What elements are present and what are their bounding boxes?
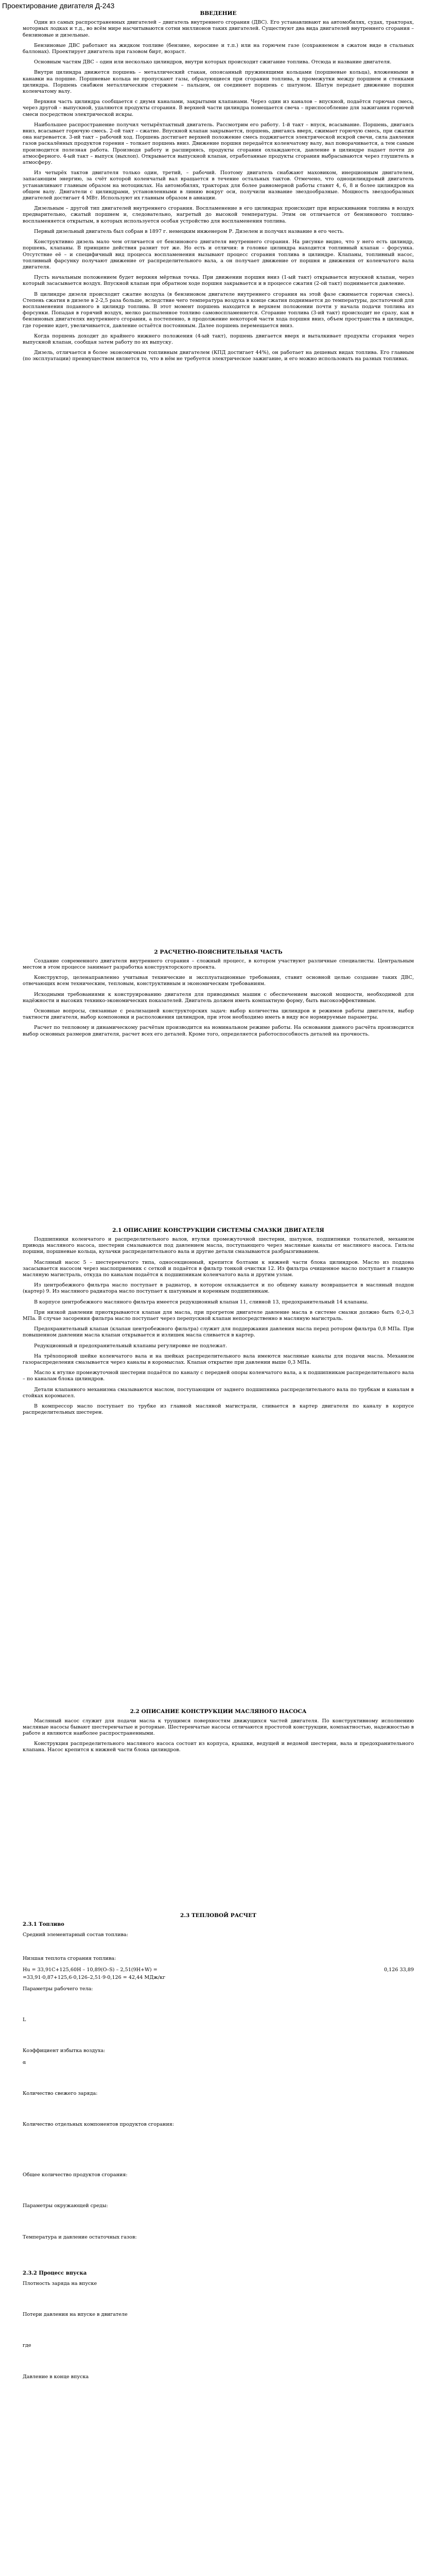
section21-paragraph: Предохранительный клапан (клапан центробежного фильтра) служит для поддержания давления масла перед ротором фильтра 0,8 МПа. При повышенном давлении масла клапан открывается и излишек масла сливается в картер. [23, 1326, 414, 1338]
intro-paragraph: Верхняя часть цилиндра сообщается с двумя каналами, закрытыми клапанами. Через один из каналов – впускной, подаётся горючая смесь, через другой – выпускной, удаляются продукты сгорания. В верхней части цилиндра помещается свеча – приспособление для зажигания горючей смеси посредством электрической искры. [23, 99, 414, 117]
intro-paragraph: Наибольшее распространение получил четырёхтактный двигатель. Рассмотрим его работу. 1-й такт – впуск, всасывание. Поршень, двигаясь вниз, всасывает горючую смесь. 2-ой такт – сжатие. Впускной клапан закрывается, поршень, двигаясь вверх, сжимает горючую смесь, при сжатии она нагревается. 3-ий такт – рабочий ход. Поршень достигает верхней положение смесь поджигается электрической искрой свечи, сила давления газов раскалённых продуктов горения – толкает поршень вниз. Движение поршня передаётся коленчатому валу, вал поворачивается, а тем самым производится полезная работа. Производя работу и расширяясь, продукты сгорания охлаждаются, давление в цилиндре падает почти до атмосферного. 4-ый такт – выпуск (выхлоп). Открывается выпускной клапан, отработанные продукты сгорания выбрасываются через глушитель в атмосферу. [23, 122, 414, 166]
section2-paragraph: Конструктор, целенаправленно учитывая технические и эксплуатационные требования, ставит основной целью создание таких ДВС, отвечающих всем техническим, тепловым, конструктивным и экономическим требованиям. [23, 975, 414, 987]
total-products-label: Общее количество продуктов сгорания: [23, 2172, 128, 2178]
section22-heading: 2.2 ОПИСАНИЕ КОНСТРУКЦИИ МАСЛЯНОГО НАСОСА [130, 1708, 307, 1715]
intro-paragraph: Внутри цилиндра движется поршень – металлический стакан, опоясанный пружинящими кольцами (поршневые кольца), вложенными в канавки на поршне. Поршневые кольца не пропускают газы, образующиеся при сгорании топлива, в промежутки между поршнем и стенками цилиндра. Поршень снабжен металлическим стержнем – пальцем, он соединяет поршень с шатуном. Шатун передает движение поршня коленчатому валу. [23, 70, 414, 95]
environment-label: Параметры окружающей среды: [23, 2203, 108, 2209]
pressure-loss-label: Потери давления на впуске в двигателе [23, 2312, 128, 2318]
intake-subheading: 2.3.2 Процесс впуска [23, 2270, 87, 2276]
lower-heat-label: Низшая теплота сгорания топлива: [23, 1956, 116, 1962]
intro-paragraph: Конструктивно дизель мало чем отличается от бензинового двигателя внутреннего сгорания. На рисунке видно, что у него есть цилиндр, поршень, клапаны. В принципе действия разнит тот же. Но есть и отличия: в головке цилиндра находится топливный клапан – форсунка. Отсутствие её – и специфичный вид процесса воспламенения вызывают процесс сгорания топлива в цилиндре. Клапаны, топливный насос, топливный фарсунку получают движение от распределительного вала, а он получает движение от поршня и движения от коленчатого вала двигателя. [23, 239, 414, 270]
formula-text: Hu = 33,91С+125,60Н – 10,89(O–S) – 2,51(9Н+W) = [23, 1967, 158, 1973]
intro-heading: ВВЕДЕНИЕ [200, 10, 237, 16]
section2-paragraph: Исходными требованиями к конструированию двигателя для приводимых машин с обеспечением высокой мощности, необходимой для надёжности и высоких технико-экономических показателей. Двигатель должен иметь компактную форму, быть высокоэффективным. [23, 991, 414, 1004]
section21-heading: 2.1 ОПИСАНИЕ КОНСТРУКЦИИ СИСТЕМЫ СМАЗКИ ДВИГАТЕЛЯ [112, 1227, 324, 1233]
section22-paragraph: Конструкция распределительного масляного насоса состоит из корпуса, крышки, ведущей и ведомой шестерни, вала и предохранительного клапана. Насос крепится к нижней части блока цилиндров. [23, 1741, 414, 1753]
air-excess-symbol: α [23, 2059, 26, 2065]
section21-paragraph: На трёхопорной шейке коленчатого вала и на шейках распределительного вала имеются масляные каналы для подачи масла. Механизм газораспределения смазывается через каналы в коромыслах. Клапан открытие при давлении выше 0,3 МПа. [23, 1353, 414, 1366]
section2-paragraph: Основные вопросы, связанные с реализацией конструкторских задач: выбор количества цилиндров и режимов работы двигателя, выбор тактности двигателя, выбор компоновки и расположения цилиндров, при этом необходимо иметь в виду все нормируемые параметры. [23, 1008, 414, 1021]
intro-paragraph: В цилиндре дизеля происходит сжатие воздуха (в бензиновом двигателе внутреннего сгорания на этой фазе сжимается горючая смесь). Степень сжатия в дизеле в 2-2,5 раза больше, вследствие чего температура воздуха в конце сжатия поднимается до температуры, достаточной для воспламенения поданного в цилиндр топлива. В этот момент поршень находится в верхнем положении почти у начала подачи топлива из форсунки. Попадая в горячий воздух, мелко распыленное топливо самовоспламеняется. Сгорание топлива (3-ий такт) происходит не сразу, как в бензиновых двигателях внутреннего сгорания, а постепенно, в продолжение некоторой части хода поршня вниз, объем пространства в цилиндре, где горение идет, увеличивается, давление остаётся постоянным. Далее поршень перемещается вниз. [23, 291, 414, 329]
intro-section [23, 20, 414, 362]
section21 [23, 1236, 414, 1416]
intro-paragraph: Первый дизельный двигатель был собран в 1897 г. немецким инженером Р. Дизелем и получил название в его честь. [34, 228, 344, 234]
section2-paragraph: Создание современного двигателя внутреннего сгорания – сложный процесс, в котором участвуют различные специалисты. Центральным местом в этом процессе занимает разработка конструкторского проекта. [23, 958, 414, 970]
section22 [23, 1718, 414, 1754]
fuel-subheading: 2.3.1 Топливо [23, 1921, 64, 1927]
fresh-charge-label: Количество свежего заряда: [23, 2090, 98, 2096]
section21-paragraph: Масло к втулке промежуточной шестерни подаётся по каналу с передней опоры коленчатого вала, а к подшипникам распределительного вала – по каналам блока цилиндров. [23, 1370, 414, 1382]
air-excess-label: Коэффициент избытка воздуха: [23, 2048, 106, 2054]
page-title: Проектирование двигателя Д-243 [2, 2, 115, 10]
charge-density-label: Плотность заряда на впуске [23, 2280, 97, 2286]
params-symbol: L [23, 2017, 26, 2023]
residual-gas-label: Температура и давление остаточных газов: [23, 2234, 137, 2240]
section21-paragraph: Масляный насос 5 – шестеренчатого типа, односекционный, крепится болтами к нижней части блока цилиндров. Масло из поддона засасывается насосом через маслоприемник с сеткой и подаётся в фильтр тонкой очистки 12. Из фильтра очищенное масло поступает в главную масляную магистраль, откуда по каналам подаётся к подшипникам коленчатого вала и другим узлам. [23, 1259, 414, 1278]
products-label: Количество отдельных компонентов продуктов сгорания: [23, 2121, 175, 2127]
section21-paragraph: При низкой давлении приоткрываются клапан для масла, при прогретом двигателе давление масла в системе смазки должно быть 0,2-0,3 МПа. В случае засорения фильтра масло поступает через перепускной клапан непосредственно в масляную магистраль. [23, 1309, 414, 1322]
section21-paragraph: Детали клапанного механизма смазываются маслом, поступающим от заднего подшипника распределительного вала по трубкам и каналам в стойках коромысел. [23, 1386, 414, 1399]
formula-right: 0,126 33,89 [384, 1967, 414, 1973]
intro-paragraph: Дизель, отличается в более экономичным топливным двигателем (КПД достигает 44%), он работает на дешевых видах топлива. Его главным (по эксплуатации) преимуществом является то, что в нём не требуется электрическое зажигание, и его можно использовать на разных топливах. [23, 350, 414, 362]
section23-heading: 2.3 ТЕПЛОВОЙ РАСЧЕТ [180, 1912, 256, 1919]
section21-paragraph: В компрессор масло поступает по трубке из главной масляной магистрали, сливается в картер двигателя по каналу в корпусе распределительных шестерен. [23, 1403, 414, 1416]
section2-paragraph: Расчет по тепловому и динамическому расчётам производится на номинальном режиме работы. На основании данного расчёта производится выбор основных размеров двигателя, расчет всех его деталей. Кроме того, определяется работоспособность деталей на прочность. [23, 1025, 414, 1037]
end-intake-pressure-label: Давление в конце впуска [23, 2374, 89, 2380]
document-body [0, 10, 436, 2380]
section21-paragraph: Редукционный и предохранительный клапаны регулировке не подлежат. [34, 1343, 227, 1349]
intro-paragraph: Дизельным – другой тип двигателей внутреннего сгорания. Воспламенение в его цилиндрах происходит при впрыскивании топлива в воздух предварительно, сжатый поршнем и, следовательно, нагретый до высокой температуры. Этим он отличается от бензинового топливо-воспламеняется открытым, в которых используется особая устройство для воспламенения топлива. [23, 206, 414, 224]
where-label: где [23, 2343, 31, 2349]
intro-paragraph: Бензиновые ДВС работают на жидком топливе (бензине, керосине и т.п.) или на горючем газе (сохраняемом в сжатом виде в стальных баллонах). Проектирует двигатель при газовом бирт, возраст. [23, 42, 414, 55]
fuel-intro: Средний элементарный состав топлива: [23, 1932, 128, 1938]
intro-paragraph: Один из самых распространенных двигателей – двигатель внутреннего сгорания (ДВС). Его устанавливают на автомобилях, судах, тракторах, моторных лодках и т.д., во всём мире насчитываются сотни миллионов таких двигателей. Существуют два вида двигателей внутреннего сгорания – бензиновые и дизельные. [23, 20, 414, 38]
intro-paragraph: Пусть начальным положением будет верхняя мёртвая точка. При движении поршня вниз (1-ый такт) открывается впускной клапан, через который засасывается воздух. Впускной клапан при обратном ходе поршня закрывается и в процессе сжатия (2-ой такт) поднимается давление. [23, 275, 414, 287]
intro-paragraph: Из четырёх тактов двигателя только один, третий, – рабочий. Поэтому двигатель снабжают маховиком, инерционным двигателем, запасающим энергию, за счёт которой коленчатый вал вращается в течение остальных тактов. Отмечено, что одноцилиндровый двигатель устанавливают главным образом на мотоциклах. На автомобилях, тракторах для более равномерной работы ставят 4, 6, 8 и более цилиндров на общем валу. Двигатели с цилиндрами, установленными в линию вокруг оси, получили название звездообразные. Мощность звездообразных двигателей достигает 4 МВт. Используют их главным образом в авиации. [23, 170, 414, 201]
formula-row [23, 1967, 414, 1973]
section23 [23, 1922, 414, 2380]
section21-paragraph: Подшипники коленчатого и распределительного валов, втулки промежуточной шестерни, шатунов, подшипники толкателей, механизм привода масляного насоса, шестерни смазываются под давлением масла, поступающего через масляные каналы от масляного насоса. Гильзы поршни, поршневые кольца, кулачки распределительного вала и другие детали смазываются разбрызгиванием. [23, 1236, 414, 1255]
section21-paragraph: В корпусе центробежного масляного фильтра имеется редукционный клапан 11, сливной 13, предохранительный 14 клапаны. [34, 1299, 369, 1305]
section21-paragraph: Из центробежного фильтра масло поступает в радиатор, в котором охлаждается и по общему каналу возвращается в масляный поддон (картер) 9. Из масляного радиатора масло поступает к шатунным и коренным подшипникам. [23, 1282, 414, 1295]
formula-result: =33,91·0,87+125,6·0,126–2,51·9·0,126 = 42,44 МДж/кг [23, 1974, 166, 1980]
params-label: Параметры рабочего тела: [23, 1986, 93, 1992]
section2-heading: 2 РАСЧЕТНО-ПОЯСНИТЕЛЬНАЯ ЧАСТЬ [154, 948, 283, 955]
section2 [23, 958, 414, 1038]
intro-paragraph: Основным частям ДВС – один или несколько цилиндров, внутри которых происходит сжигание топлива. Отсюда и название двигателя. [34, 59, 392, 65]
section22-paragraph: Масляный насос служит для подачи масла к трущимся поверхностям движущихся частей двигателя. По конструктивному исполнению масляные насосы бывают шестеренчатые и роторные. Шестеренчатые насосы отличаются простотой конструкции, компактностью, надежностью в работе и являются наиболее распространенными. [23, 1718, 414, 1737]
intro-paragraph: Когда поршень доходит до крайнего нижнего положения (4-ый такт), поршень двигается вверх и выталкивает продукты сгорания через выпускной клапан, сообщая затем работу по их выпуску. [23, 333, 414, 345]
